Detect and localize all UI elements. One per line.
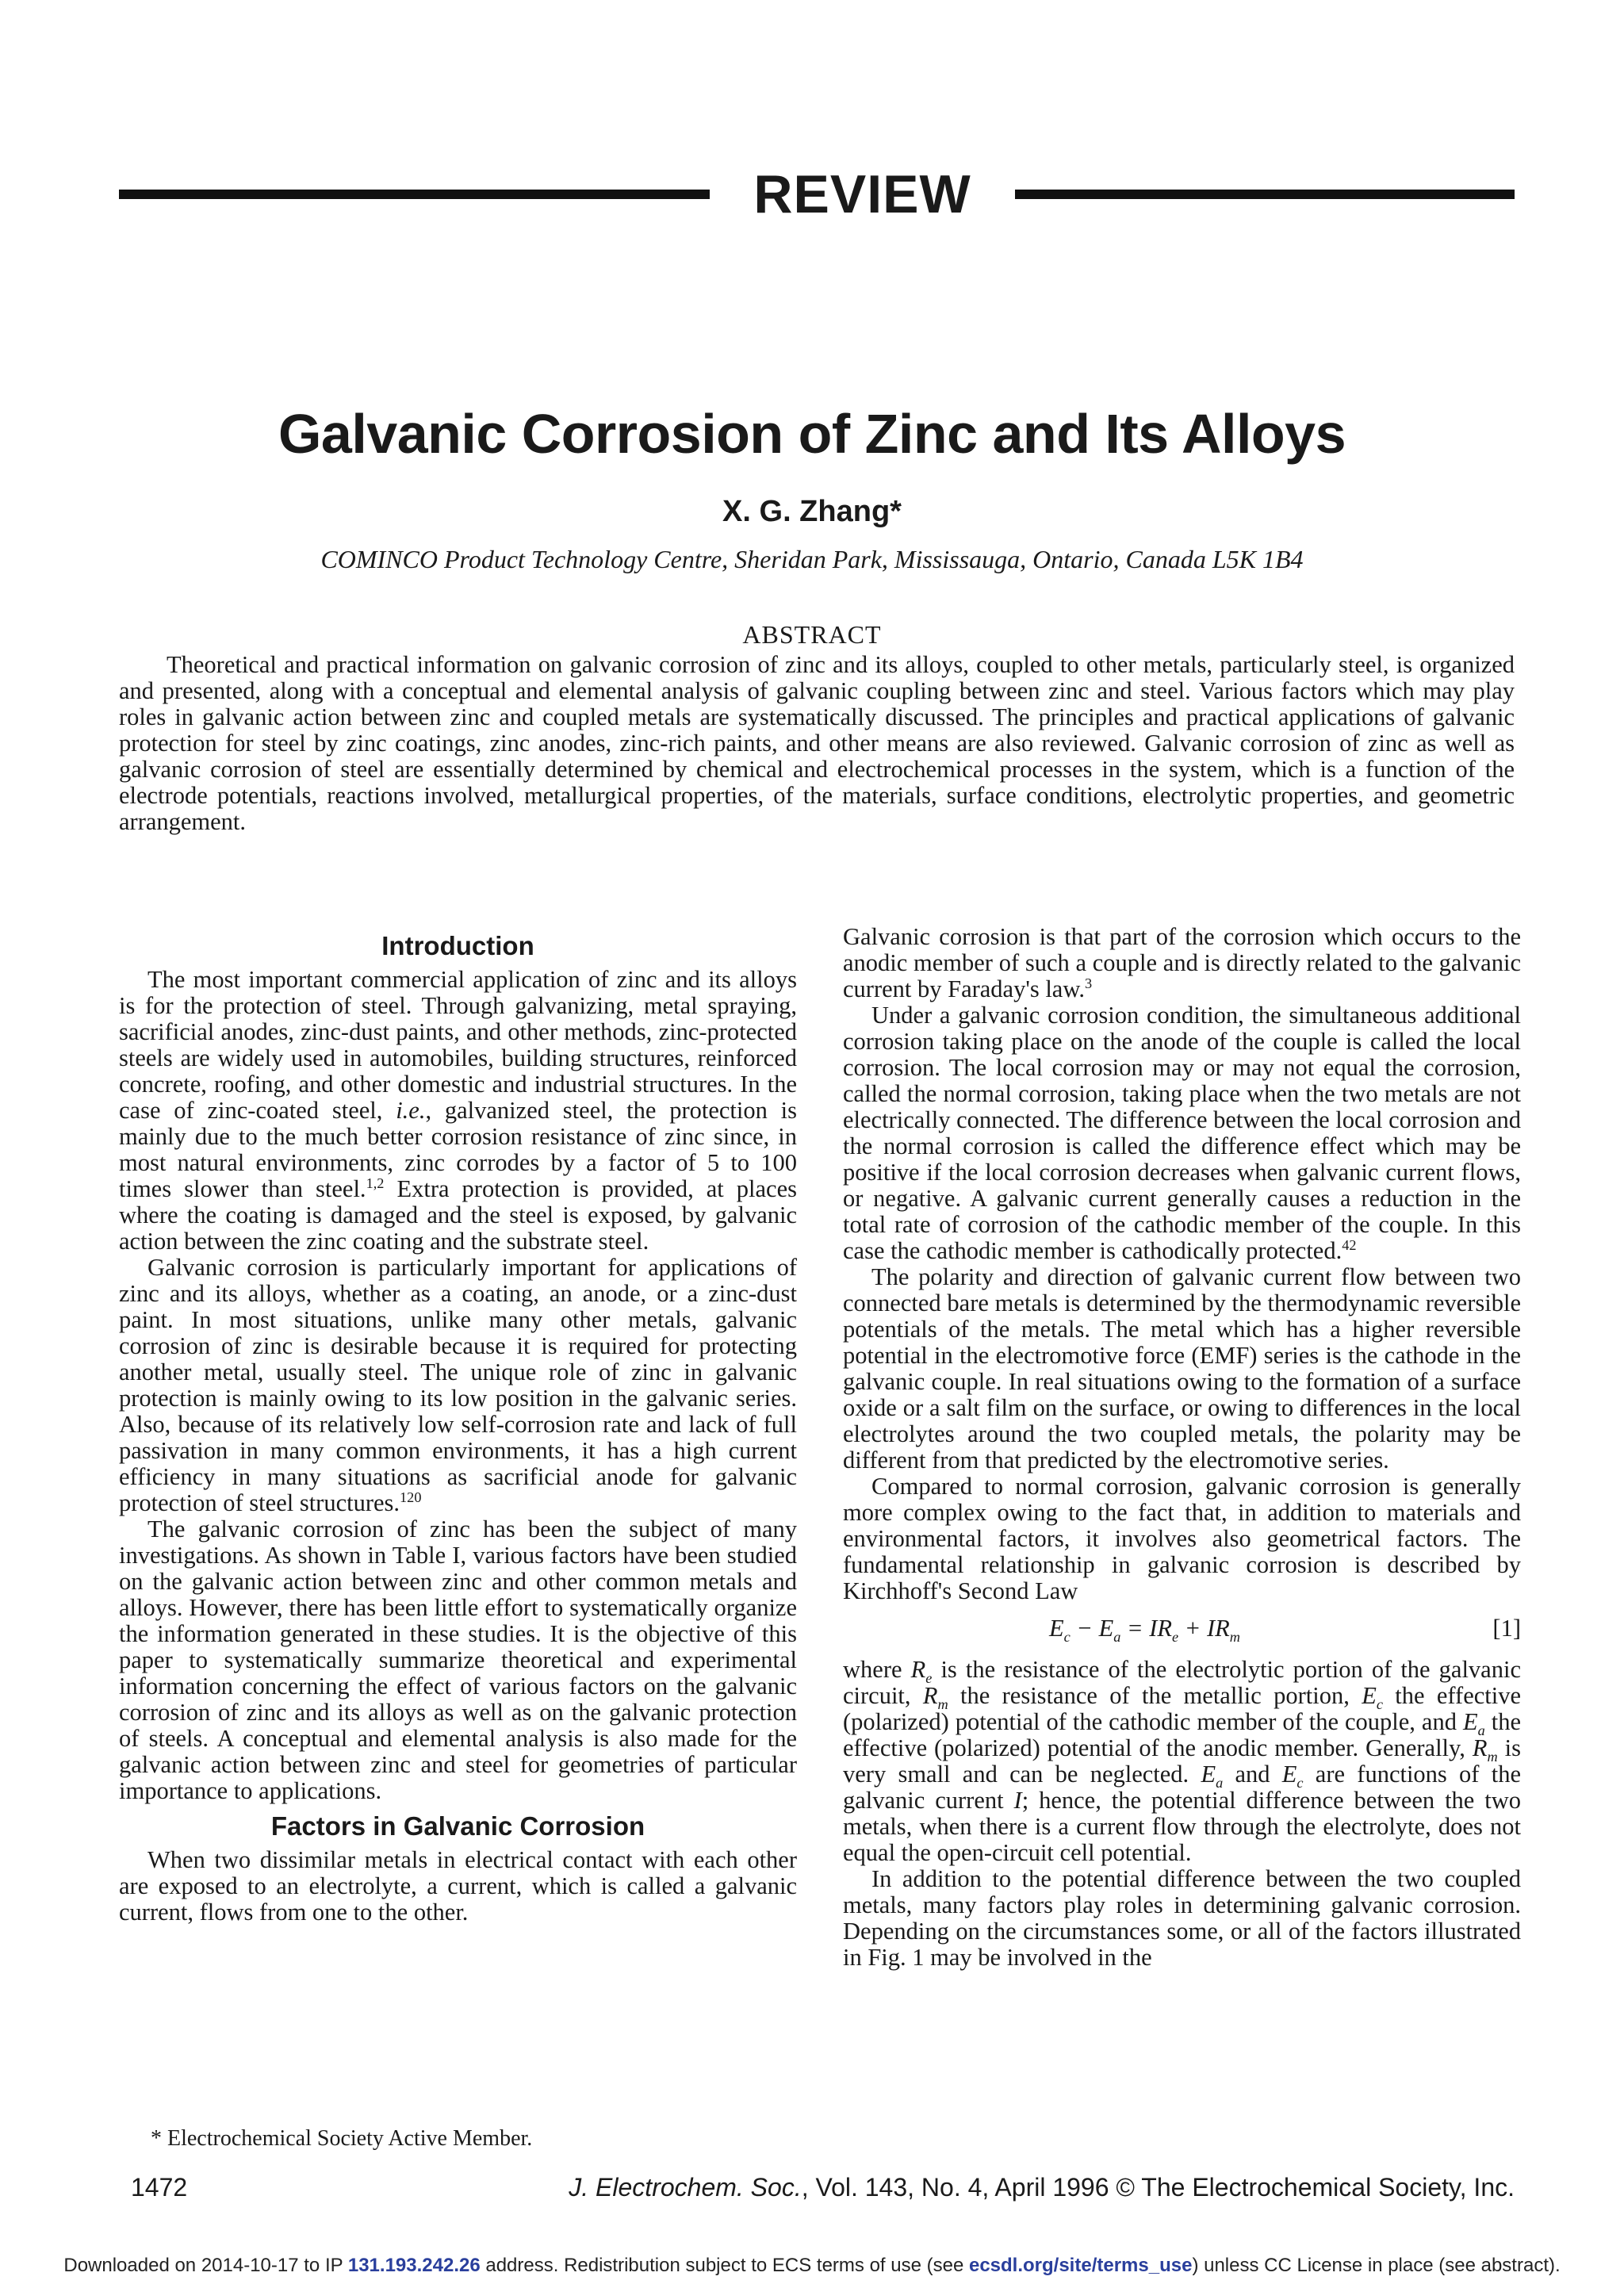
citation-ref: 3 <box>1085 975 1093 991</box>
terms-link[interactable]: ecsdl.org/site/terms_use <box>968 2255 1193 2276</box>
right-paragraph-6: In addition to the potential difference between the two coupled metals, many factors play roles in determining galvanic corrosion. Depending on the circumstances some, or all of the factors illustrated in Fig. 1 may be involved in the <box>843 1865 1521 1971</box>
page-number: 1472 <box>131 2173 188 2202</box>
right-paragraph-2: Under a galvanic corrosion condition, the simultaneous additional corrosion taking place on the anode of the couple is called the local corrosion. The local corrosion may or may not equal the corrosion, called the normal corrosion, taking place when the two metals are not electrically connected. The difference between the local corrosion and the normal corrosion is called the difference effect which may be positive if the local corrosion decreases when galvanic current flows, or negative. A galvanic current generally causes a reduction in the total rate of corrosion of the cathodic member of the couple. In this case the cathodic member is cathodically protected.$^{42}$ <box>843 1002 1521 1264</box>
right-paragraph-1: Galvanic corrosion is that part of the corrosion which occurs to the anodic member of such a couple and is directly related to the galvanic current by Faraday's law.$^3$ <box>843 923 1521 1002</box>
ip-address: 131.193.242.26 <box>347 2255 481 2276</box>
equation-number: [1] <box>1492 1615 1521 1642</box>
footnote: * Electrochemical Society Active Member. <box>151 2126 533 2151</box>
introduction-paragraph-1: The most important commercial application of zinc and its alloys is for the protection of steel. Through galvanizing, metal spraying, sacrificial anodes, zinc-dust paints, and other methods, zinc-protected steels are widely used in automobiles, building structures, reinforced concrete, roofing, and other domestic and industrial structures. In the case of zinc-coated steel, i.e., galvanized steel, the protection is mainly due to the much better corrosion resistance of zinc since, in most natural environments, zinc corrodes by a factor of 5 to 100 times slower than steel.$^{1,2}$ Extra protection is provided, at places where the coating is damaged and the steel is exposed, by galvanic action between the zinc coating and the substrate steel. <box>119 966 797 1255</box>
right-column <box>843 924 1521 1971</box>
section-label: REVIEW <box>753 164 971 224</box>
download-notice: Downloaded on 2014-10-17 to IP 131.193.242.26 address. Redistribution subject to ECS terms of use (see ecsdl.org/site/terms_use) unless CC License in place (see abstract). <box>63 2255 1561 2276</box>
left-column <box>119 924 797 1926</box>
right-paragraph-5: where $R_e$ is the resistance of the electrolytic portion of the galvanic circuit, $R_m$ the resistance of the metallic portion, $E_c$ the effective (polarized) potential of the cathodic member of the couple, and $E_a$ the effective (polarized) potential of the anodic member. Generally, $R_m$ is very small and can be neglected. $E_a$ and $E_c$ are functions of the galvanic current I; hence, the potential difference between the two metals, when there is a current flow through the electrolyte, does not equal the open-circuit cell potential. <box>843 1656 1522 1866</box>
author-affiliation: COMINCO Product Technology Centre, Sheridan Park, Mississauga, Ontario, Canada L5K 1B4 <box>320 545 1304 573</box>
introduction-paragraph-2: Galvanic corrosion is particularly important for applications of zinc and its alloys, whether as a coating, an anode, or a zinc-dust paint. In most situations, unlike many other metals, galvanic corrosion of zinc is desirable because it is required for protecting another metal, usually steel. The unique role of zinc in galvanic protection is mainly owing to its low position in the galvanic series. Also, because of its relatively low self-corrosion rate and lack of full passivation in many common environments, it has a high current efficiency in many situations as sacrificial anode for galvanic protection of steel structures.$^{120}$ <box>119 1254 797 1516</box>
right-paragraph-4: Compared to normal corrosion, galvanic corrosion is generally more complex owing to the fact that, in addition to materials and environmental factors, it involves also geometrical factors. The fundamental relationship in galvanic corrosion is described by Kirchhoff's Second Law <box>843 1473 1521 1604</box>
banner-rule-left <box>119 190 710 199</box>
banner-rule-right <box>1015 190 1515 199</box>
citation-ref: 1,2 <box>366 1175 385 1191</box>
citation-ref: 120 <box>400 1489 422 1505</box>
citation-ref: 42 <box>1342 1236 1357 1253</box>
journal-citation: J. Electrochem. Soc., Vol. 143, No. 4, April 1996 © The Electrochemical Society, Inc. <box>569 2173 1515 2202</box>
equation-body: $E_c - E_a = IR_e + IR_m$ <box>1049 1615 1240 1646</box>
right-paragraph-3: The polarity and direction of galvanic current flow between two connected bare metals is determined by the thermodynamic reversible potentials of the metals. The metal which has a higher reversible potential in the electromotive force (EMF) series is the cathode in the galvanic couple. In real situations owing to the formation of a surface oxide or a salt film on the surface, or owing to differences in the local electrolytes around the two coupled metals, the polarity may be different from that predicted by the electromotive series. <box>843 1263 1521 1473</box>
article-title: Galvanic Corrosion of Zinc and Its Alloys <box>278 403 1346 465</box>
abstract-heading: ABSTRACT <box>742 620 882 649</box>
section-banner <box>119 163 1515 226</box>
factors-paragraph-1: When two dissimilar metals in electrical contact with each other are exposed to an electrolyte, a current, which is called a galvanic current, flows from one to the other. <box>119 1846 797 1926</box>
equation-1 <box>843 1609 1521 1650</box>
introduction-paragraph-3: The galvanic corrosion of zinc has been the subject of many investigations. As shown in Table I, various factors have been studied on the galvanic action between zinc and other common metals and alloys. However, there has been little effort to systematically organize the information generated in these studies. It is the objective of this paper to systematically summarize theoretical and experimental information concerning the effect of various factors on the galvanic corrosion of zinc and its alloys as well as on the galvanic protection of steels. A conceptual and elemental analysis is also made for the galvanic action between zinc and steel for geometries of particular importance to applications. <box>119 1516 797 1804</box>
introduction-heading: Introduction <box>381 931 534 960</box>
article-author: X. G. Zhang* <box>722 495 902 528</box>
factors-heading: Factors in Galvanic Corrosion <box>270 1811 645 1841</box>
abstract-text: Theoretical and practical information on galvanic corrosion of zinc and its alloys, coupled to other metals, particularly steel, is organized and presented, along with a conceptual and elemental analysis of galvanic coupling between zinc and steel. Various factors which may play roles in galvanic action between zinc and coupled metals are systematically discussed. The principles and practical applications of galvanic protection for steel by zinc coatings, zinc anodes, zinc-rich paints, and other means are also reviewed. Galvanic corrosion of zinc as well as galvanic corrosion of steel are essentially determined by chemical and electrochemical processes in the system, which is a function of the electrode potentials, reactions involved, metallurgical properties, of the materials, surface conditions, electrolytic properties, and geometric arrangement. <box>119 651 1515 835</box>
